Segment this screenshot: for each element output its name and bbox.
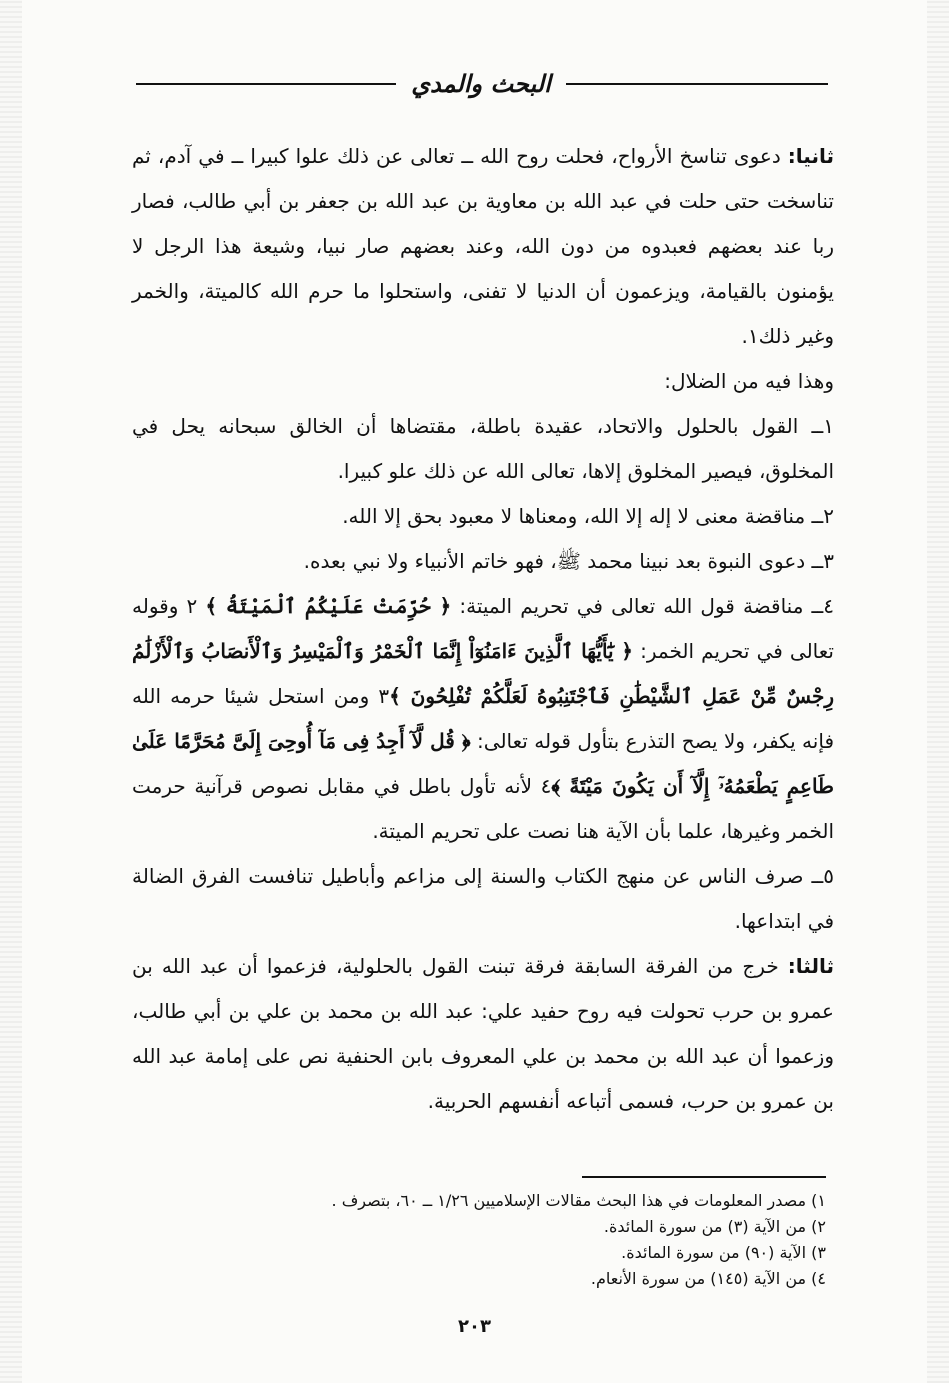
paragraph-text: ٢ وقوله تعالى في تحريم الخمر: bbox=[132, 594, 834, 663]
scan-edge-left bbox=[0, 0, 22, 1383]
body-text bbox=[132, 134, 834, 1124]
paragraph bbox=[132, 494, 834, 539]
footnote: ٣) الآية (٩٠) من سورة المائدة. bbox=[621, 1243, 826, 1262]
page-number: ٢٠٣ bbox=[458, 1316, 491, 1337]
paragraph-text: ٣ ومن استحل شيئا حرمه الله فإنه يكفر، ولا يصح التذرع بتأول قوله تعالى: bbox=[132, 684, 834, 753]
paragraph-with-verses bbox=[132, 584, 834, 854]
paragraph bbox=[132, 404, 834, 494]
footnote-separator bbox=[582, 1176, 826, 1178]
footnotes bbox=[180, 1188, 826, 1292]
running-header bbox=[136, 66, 828, 102]
paragraph-text: ٤ لأنه تأول باطل في مقابل نصوص قرآنية حرمت الخمر وغيرها، علما بأن الآية هنا نصت على تحريم الميتة. bbox=[132, 774, 834, 843]
quran-verse: ﴿ قُل لَّآ أَجِدُ فِى مَآ أُوحِىَ إِلَىَّ مُحَرَّمًا عَلَىٰ طَاعِمٍ يَطْعَمُهُۥٓ إِلَّآ أَن يَكُونَ مَيْتَةً ﴾ bbox=[132, 729, 834, 798]
quran-verse: ﴿ حُرِّمَتْ عَلَيْكُمُ ٱلْمَيْتَةُ ﴾ bbox=[205, 594, 452, 618]
header-rule-left bbox=[136, 83, 396, 85]
quran-verse: ﴿ يَٰٓأَيُّهَا ٱلَّذِينَ ءَامَنُوٓاْ إِنَّمَا ٱلْخَمْرُ وَٱلْمَيْسِرُ وَٱلْأَنصَابُ وَٱلْأَزْلَٰمُ رِجْسٌ مِّنْ عَمَلِ ٱلشَّيْطَٰنِ فَٱجْتَنِبُوهُ لَعَلَّكُمْ تُفْلِحُونَ ﴾ bbox=[132, 639, 834, 708]
paragraph-text: دعوى تناسخ الأرواح، فحلت روح الله ــ تعالى عن ذلك علوا كبيرا ــ في آدم، ثم تناسخت حتى حلت في عبد الله بن معاوية بن عبد الله بن جعفر بن أبي طالب، فصار ربا عند بعضهم فعبدوه من دون الله، وعند بعضهم صار نبيا، وشيعة هذا الرجل لا يؤمنون بالقيامة، ويزعمون أن الدنيا لا تفنى، واستحلوا ما حرم الله كالميتة، والخمر وغير ذلك١. bbox=[132, 144, 834, 348]
paragraph-text: ٢ــ مناقضة معنى لا إله إلا الله، ومعناها لا معبود بحق إلا الله. bbox=[342, 504, 834, 528]
paragraph-text: ٤ــ مناقضة قول الله تعالى في تحريم الميتة: bbox=[451, 594, 835, 618]
journal-logo: البحث والمدي bbox=[411, 69, 551, 98]
paragraph-text: ٣ــ دعوى النبوة بعد نبينا محمد ﷺ، فهو خاتم الأنبياء ولا نبي بعده. bbox=[303, 549, 834, 573]
paragraph bbox=[132, 944, 834, 1124]
paragraph-label: ثانيا: bbox=[787, 144, 834, 168]
paragraph bbox=[132, 539, 834, 584]
scan-edge-right bbox=[927, 0, 949, 1383]
footnote: ٢) من الآية (٣) من سورة المائدة. bbox=[603, 1217, 826, 1236]
paragraph-text: خرج من الفرقة السابقة فرقة تبنت القول بالحلولية، فزعموا أن عبد الله بن عمرو بن حرب تحولت فيه روح حفيد علي: عبد الله بن محمد بن علي بن أبي طالب، وزعموا أن عبد الله بن محمد بن علي المعروف بابن الحنفية نص على إمامة عبد الله بن عمرو بن حرب، فسمى أتباعه أنفسهم الحربية. bbox=[132, 954, 834, 1113]
footnote: ٤) من الآية (١٤٥) من سورة الأنعام. bbox=[590, 1269, 826, 1288]
paragraph bbox=[132, 359, 834, 404]
paragraph-text: وهذا فيه من الضلال: bbox=[664, 369, 834, 393]
footnote: ١) مصدر المعلومات في هذا البحث مقالات الإسلاميين ١/٢٦ ــ ٦٠، بتصرف . bbox=[331, 1191, 826, 1210]
header-rule-right bbox=[566, 83, 828, 85]
paragraph bbox=[132, 854, 834, 944]
paragraph-label: ثالثا: bbox=[787, 954, 834, 978]
paragraph-text: ١ــ القول بالحلول والاتحاد، عقيدة باطلة، مقتضاها أن الخالق سبحانه يحل في المخلوق، فيصير المخلوق إلاها، تعالى الله عن ذلك علو كبيرا. bbox=[132, 414, 834, 483]
paragraph-text: ٥ــ صرف الناس عن منهج الكتاب والسنة إلى مزاعم وأباطيل تنافست الفرق الضالة في ابتداعها. bbox=[132, 864, 834, 933]
paragraph bbox=[132, 134, 834, 359]
